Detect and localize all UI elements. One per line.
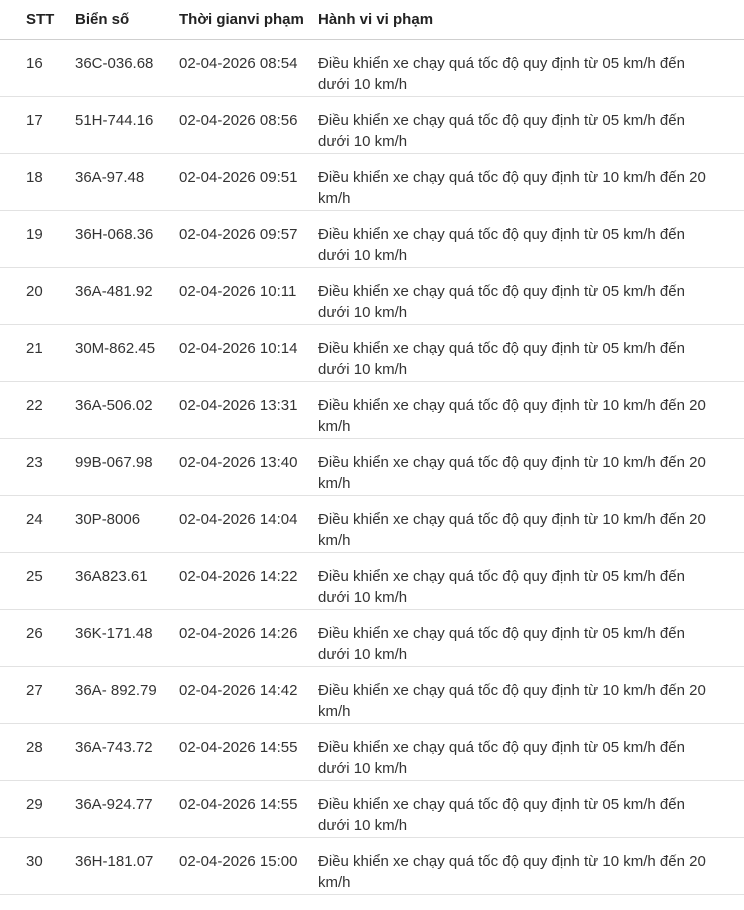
row-stt: 23 bbox=[26, 454, 43, 471]
row-violation: Điều khiển xe chạy quá tốc độ quy định từ 05 km/h đến dưới 10 km/h bbox=[318, 796, 685, 834]
row-plate: 36A-924.77 bbox=[75, 796, 153, 813]
row-violation: Điều khiển xe chạy quá tốc độ quy định từ 05 km/h đến dưới 10 km/h bbox=[318, 112, 685, 150]
table-row bbox=[0, 439, 744, 496]
table-row bbox=[0, 667, 744, 724]
row-stt: 25 bbox=[26, 568, 43, 585]
header-plate: Biển số bbox=[75, 11, 130, 28]
row-plate: 36A-97.48 bbox=[75, 169, 145, 186]
row-violation: Điều khiển xe chạy quá tốc độ quy định từ 05 km/h đến dưới 10 km/h bbox=[318, 226, 685, 264]
row-stt: 29 bbox=[26, 796, 43, 813]
row-violation: Điều khiển xe chạy quá tốc độ quy định từ 10 km/h đến 20 km/h bbox=[318, 511, 706, 549]
header-stt: STT bbox=[26, 11, 55, 28]
row-plate: 36K-171.48 bbox=[75, 625, 153, 642]
row-time: 02-04-2026 14:42 bbox=[179, 682, 298, 699]
row-stt: 18 bbox=[26, 169, 43, 186]
row-time: 02-04-2026 09:57 bbox=[179, 226, 298, 243]
header-violation: Hành vi vi phạm bbox=[318, 11, 434, 28]
table-row bbox=[0, 838, 744, 895]
table-row bbox=[0, 97, 744, 154]
row-violation: Điều khiển xe chạy quá tốc độ quy định từ 10 km/h đến 20 km/h bbox=[318, 853, 706, 891]
row-stt: 30 bbox=[26, 853, 43, 870]
row-stt: 20 bbox=[26, 283, 43, 300]
table-row bbox=[0, 211, 744, 268]
table-row bbox=[0, 40, 744, 97]
table-body bbox=[0, 40, 744, 895]
table-row bbox=[0, 496, 744, 553]
row-time: 02-04-2026 14:04 bbox=[179, 511, 298, 528]
row-time: 02-04-2026 09:51 bbox=[179, 169, 298, 186]
row-plate: 30P-8006 bbox=[75, 511, 141, 528]
row-time: 02-04-2026 14:26 bbox=[179, 625, 298, 642]
row-time: 02-04-2026 08:54 bbox=[179, 55, 298, 72]
table-header bbox=[0, 0, 744, 40]
table-row bbox=[0, 154, 744, 211]
row-plate: 36A-481.92 bbox=[75, 283, 153, 300]
row-stt: 21 bbox=[26, 340, 43, 357]
table-row bbox=[0, 268, 744, 325]
row-plate: 36A823.61 bbox=[75, 568, 148, 585]
row-time: 02-04-2026 14:55 bbox=[179, 739, 298, 756]
row-stt: 26 bbox=[26, 625, 43, 642]
table-row bbox=[0, 382, 744, 439]
row-violation: Điều khiển xe chạy quá tốc độ quy định từ 10 km/h đến 20 km/h bbox=[318, 682, 706, 720]
row-time: 02-04-2026 08:56 bbox=[179, 112, 298, 129]
row-time: 02-04-2026 10:14 bbox=[179, 340, 298, 357]
row-stt: 16 bbox=[26, 55, 43, 72]
row-plate: 36H-181.07 bbox=[75, 853, 154, 870]
row-violation: Điều khiển xe chạy quá tốc độ quy định từ 05 km/h đến dưới 10 km/h bbox=[318, 283, 685, 321]
row-time: 02-04-2026 13:40 bbox=[179, 454, 298, 471]
row-plate: 99B-067.98 bbox=[75, 454, 153, 471]
row-stt: 28 bbox=[26, 739, 43, 756]
row-violation: Điều khiển xe chạy quá tốc độ quy định từ 05 km/h đến dưới 10 km/h bbox=[318, 568, 685, 606]
table-row bbox=[0, 325, 744, 382]
table-row bbox=[0, 724, 744, 781]
row-violation: Điều khiển xe chạy quá tốc độ quy định từ 05 km/h đến dưới 10 km/h bbox=[318, 739, 685, 777]
row-violation: Điều khiển xe chạy quá tốc độ quy định từ 05 km/h đến dưới 10 km/h bbox=[318, 55, 685, 93]
row-stt: 24 bbox=[26, 511, 43, 528]
row-stt: 17 bbox=[26, 112, 43, 129]
row-plate: 51H-744.16 bbox=[75, 112, 154, 129]
row-stt: 22 bbox=[26, 397, 43, 414]
row-stt: 19 bbox=[26, 226, 43, 243]
row-violation: Điều khiển xe chạy quá tốc độ quy định từ 05 km/h đến dưới 10 km/h bbox=[318, 340, 685, 378]
table-row bbox=[0, 781, 744, 838]
row-violation: Điều khiển xe chạy quá tốc độ quy định từ 10 km/h đến 20 km/h bbox=[318, 454, 706, 492]
row-violation: Điều khiển xe chạy quá tốc độ quy định từ 10 km/h đến 20 km/h bbox=[318, 169, 706, 207]
row-time: 02-04-2026 15:00 bbox=[179, 853, 298, 870]
row-plate: 36A- 892.79 bbox=[75, 682, 157, 699]
row-plate: 36A-506.02 bbox=[75, 397, 153, 414]
row-plate: 36A-743.72 bbox=[75, 739, 153, 756]
table-row bbox=[0, 610, 744, 667]
row-time: 02-04-2026 14:55 bbox=[179, 796, 298, 813]
table-row bbox=[0, 553, 744, 610]
row-violation: Điều khiển xe chạy quá tốc độ quy định từ 05 km/h đến dưới 10 km/h bbox=[318, 625, 685, 663]
row-time: 02-04-2026 10:11 bbox=[179, 283, 297, 300]
row-time: 02-04-2026 13:31 bbox=[179, 397, 298, 414]
row-stt: 27 bbox=[26, 682, 43, 699]
header-time: Thời gianvi phạm bbox=[179, 11, 304, 28]
row-plate: 36C-036.68 bbox=[75, 55, 154, 72]
row-time: 02-04-2026 14:22 bbox=[179, 568, 298, 585]
row-plate: 30M-862.45 bbox=[75, 340, 156, 357]
row-plate: 36H-068.36 bbox=[75, 226, 154, 243]
row-violation: Điều khiển xe chạy quá tốc độ quy định từ 10 km/h đến 20 km/h bbox=[318, 397, 706, 435]
